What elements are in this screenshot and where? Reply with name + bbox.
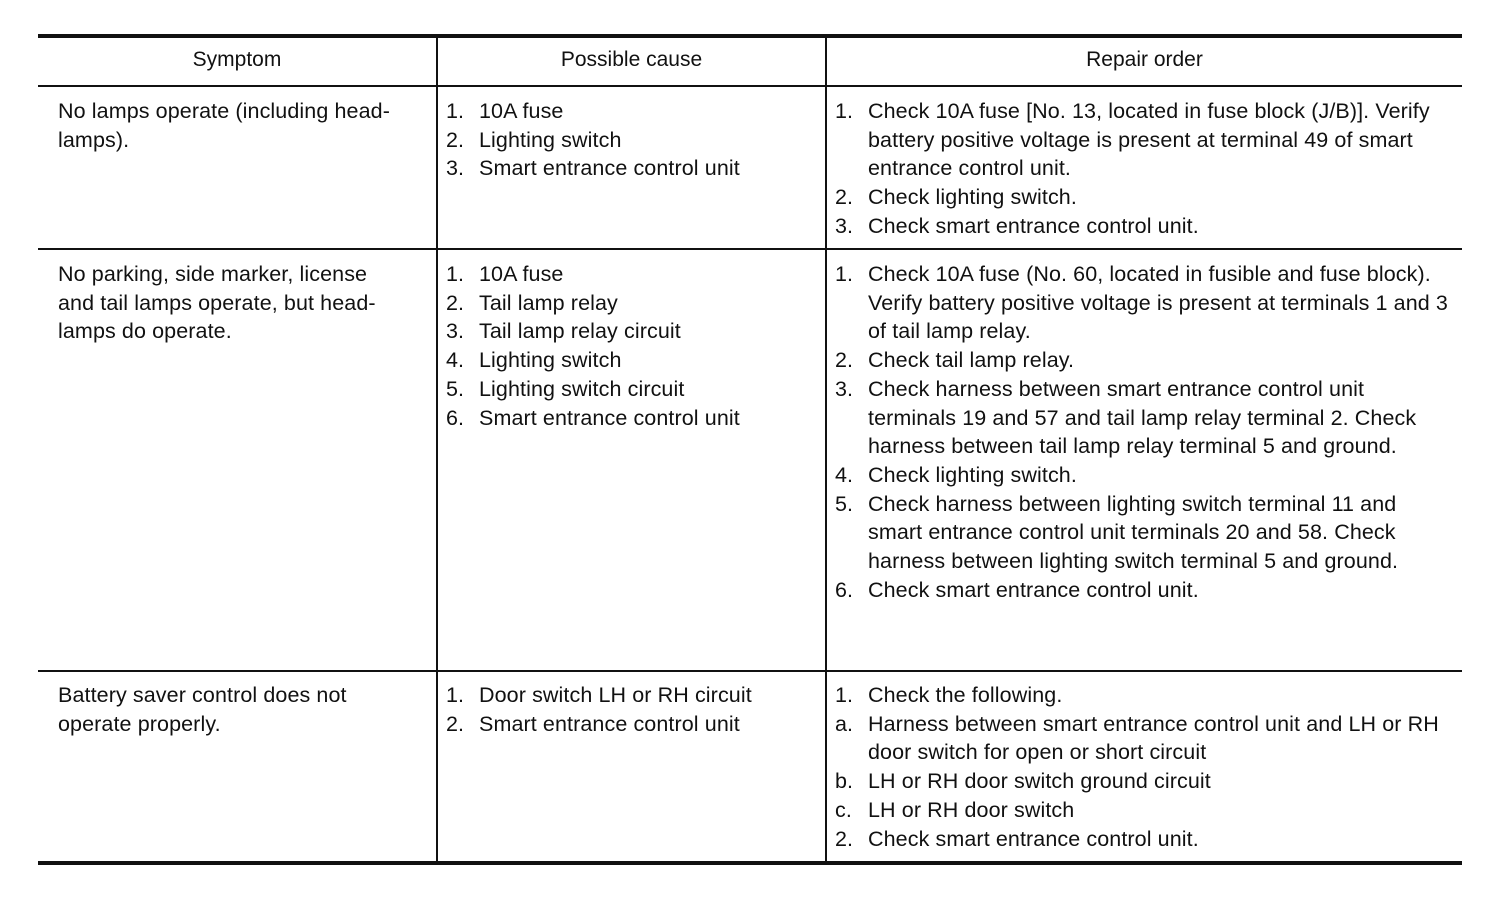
list-item: 5. Lighting switch circuit <box>446 376 685 401</box>
row1-symptom <box>58 97 428 154</box>
list-item: 1. Door switch LH or RH circuit <box>446 683 752 707</box>
header-divider <box>38 85 1462 87</box>
list-item: 2. Check tail lamp relay. <box>835 348 1075 373</box>
row2-repairs <box>835 260 1455 604</box>
list-item: 2. Check smart entrance control unit. <box>835 826 1199 851</box>
symptom-line: Battery saver control does not <box>58 683 347 707</box>
list-item: 3. Check smart entrance control unit. <box>835 213 1199 238</box>
row3-causes <box>446 681 822 738</box>
row1-causes <box>446 97 822 183</box>
row3-repairs <box>835 681 1455 853</box>
list-item: 3. Tail lamp relay circuit <box>446 319 681 344</box>
list-item: 4. Check lighting switch. <box>835 462 1077 487</box>
list-item: 1. 10A fuse <box>446 99 564 123</box>
list-item: 4. Lighting switch <box>446 348 622 373</box>
list-item: 6. Smart entrance control unit <box>446 405 740 430</box>
header-repair-order: Repair order <box>1086 48 1203 71</box>
list-item: 1. Check 10A fuse [No. 13, located in fuse block (J/B)]. Verify battery positive voltage is present at terminal 49 of smart entrance control unit. <box>835 99 1430 181</box>
list-item: b. LH or RH door switch ground circuit <box>835 769 1211 794</box>
row1-repairs <box>835 97 1455 241</box>
table-top-rule <box>38 34 1462 38</box>
table-bottom-rule <box>38 861 1462 865</box>
list-item: 1. 10A fuse <box>446 262 564 286</box>
header-possible-cause: Possible cause <box>560 48 703 71</box>
row2-symptom <box>58 260 428 346</box>
list-item: 2. Check lighting switch. <box>835 185 1077 210</box>
list-item: 2. Smart entrance control unit <box>446 711 740 736</box>
symptom-line: and tail lamps operate, but head- <box>58 290 376 315</box>
symptom-line: No lamps operate (including head- <box>58 99 390 123</box>
list-item: 3. Check harness between smart entrance control unit terminals 19 and 57 and tail lamp relay terminal 2. Check harness between tail lamp relay terminal 5 and ground. <box>835 376 1417 459</box>
column-divider-1 <box>436 38 438 861</box>
list-item: 2. Tail lamp relay <box>446 290 618 315</box>
symptom-line: lamps do operate. <box>58 319 232 344</box>
list-item: 2. Lighting switch <box>446 127 622 152</box>
symptom-line: operate properly. <box>58 711 221 736</box>
symptom-line: lamps). <box>58 127 130 152</box>
list-item: a. Harness between smart entrance control unit and LH or RH door switch for open or short circuit <box>835 711 1439 765</box>
row-divider-1 <box>38 248 1462 250</box>
list-item: 6. Check smart entrance control unit. <box>835 577 1199 602</box>
symptom-line: No parking, side marker, license <box>58 262 368 286</box>
list-item: 5. Check harness between lighting switch terminal 11 and smart entrance control unit terminals 20 and 58. Check harness between lighting switch terminal 5 and ground. <box>835 491 1399 574</box>
list-item: 1. Check the following. <box>835 683 1063 707</box>
header-symptom: Symptom <box>192 48 282 71</box>
row-divider-2 <box>38 670 1462 672</box>
column-divider-2 <box>825 38 827 861</box>
row2-causes <box>446 260 822 432</box>
row3-symptom <box>58 681 428 738</box>
list-item: 3. Smart entrance control unit <box>446 156 740 181</box>
list-item: c. LH or RH door switch <box>835 797 1075 822</box>
list-item: 1. Check 10A fuse (No. 60, located in fusible and fuse block). Verify battery positive voltage is present at terminals 1 and 3 of tail lamp relay. <box>835 262 1448 344</box>
